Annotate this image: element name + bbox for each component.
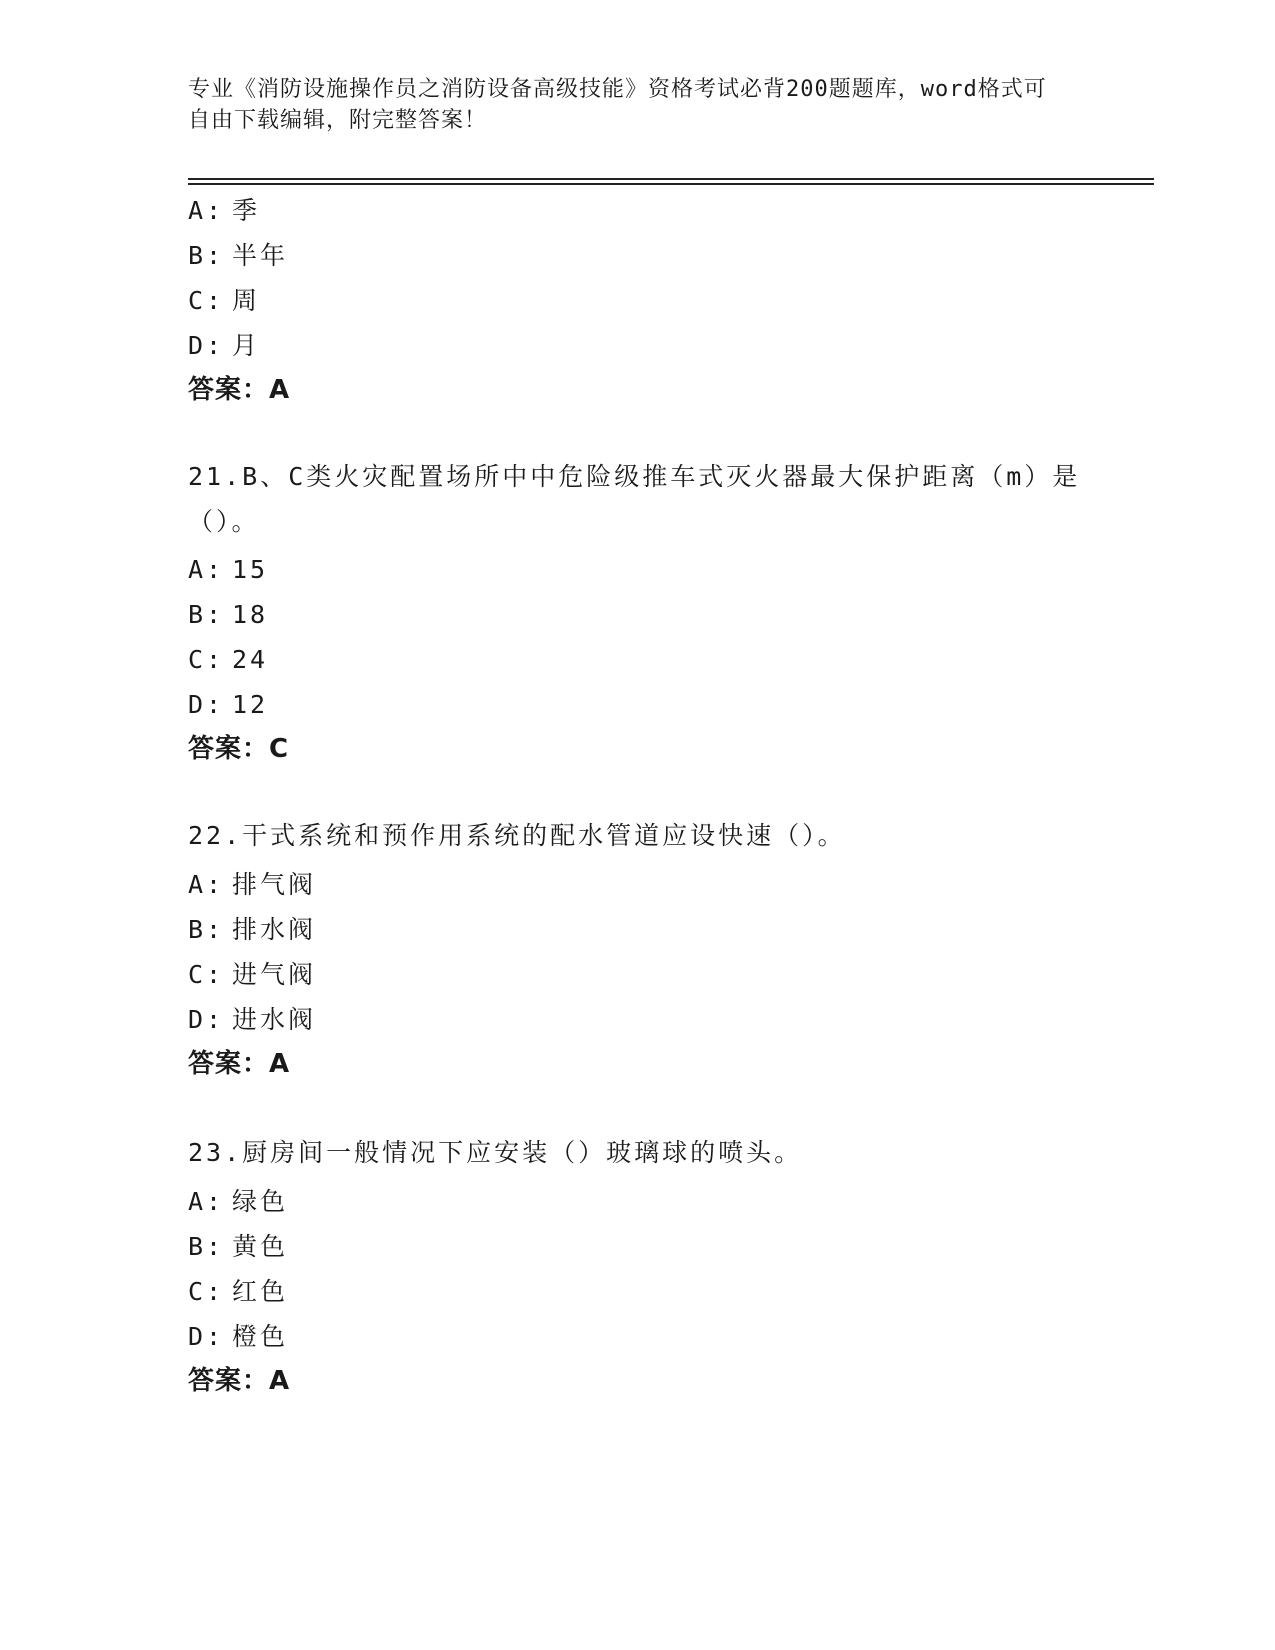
option-label: A: [188,555,225,584]
q20-option-a [188,195,260,227]
option-label: A: [188,870,225,899]
q22-option-a [188,869,316,901]
q22-option-b [188,914,316,946]
q22-option-d [188,1004,316,1036]
q21-option-a [188,554,268,586]
option-label: C: [188,960,225,989]
q21-answer: 答案：C [188,734,290,764]
q23-option-c [188,1276,288,1308]
option-label: A: [188,196,225,225]
option-text: 24 [232,645,269,674]
q21-option-b [188,599,268,631]
q22-answer: 答案：A [188,1049,291,1079]
document-header: 专业《消防设施操作员之消防设备高级技能》资格考试必背200题题库，word格式可自由下载编辑，附完整答案！ [188,77,1047,133]
q22-question: 22.干式系统和预作用系统的配水管道应设快速（）。 [188,821,846,850]
option-text: 15 [232,555,269,584]
option-text: 橙色 [232,1322,289,1351]
q23-option-b [188,1231,288,1263]
q20-option-c [188,285,260,317]
q20-option-b [188,240,288,272]
option-label: B: [188,915,225,944]
option-text: 黄色 [232,1232,289,1261]
option-label: D: [188,1322,225,1351]
option-label: D: [188,331,225,360]
option-text: 红色 [232,1277,289,1306]
option-text: 半年 [232,241,289,270]
option-text: 排气阀 [232,870,317,899]
option-label: B: [188,1232,225,1261]
option-label: C: [188,1277,225,1306]
option-text: 季 [232,196,261,225]
option-text: 绿色 [232,1187,289,1216]
q23-answer: 答案：A [188,1366,291,1396]
option-label: A: [188,1187,225,1216]
header-rule-bottom [188,183,1154,185]
option-label: D: [188,1005,225,1034]
q21-option-c [188,644,268,676]
q21-option-d [188,689,268,721]
option-label: D: [188,690,225,719]
q21-question: 21.B、C类火灾配置场所中中危险级推车式灭火器最大保护距离（m）是（）。 [188,462,1081,536]
option-text: 18 [232,600,269,629]
q23-question: 23.厨房间一般情况下应安装（）玻璃球的喷头。 [188,1138,803,1167]
q23-option-a [188,1186,288,1218]
q22-option-c [188,959,316,991]
option-label: C: [188,286,225,315]
option-label: B: [188,241,225,270]
option-text: 周 [232,286,261,315]
q20-option-d [188,330,260,362]
option-label: C: [188,645,225,674]
header-rule-top [188,178,1154,180]
option-text: 排水阀 [232,915,317,944]
option-text: 12 [232,690,269,719]
q20-answer: 答案：A [188,375,291,405]
option-text: 进气阀 [232,960,317,989]
option-text: 月 [232,331,261,360]
q23-option-d [188,1321,288,1353]
option-text: 进水阀 [232,1005,317,1034]
option-label: B: [188,600,225,629]
